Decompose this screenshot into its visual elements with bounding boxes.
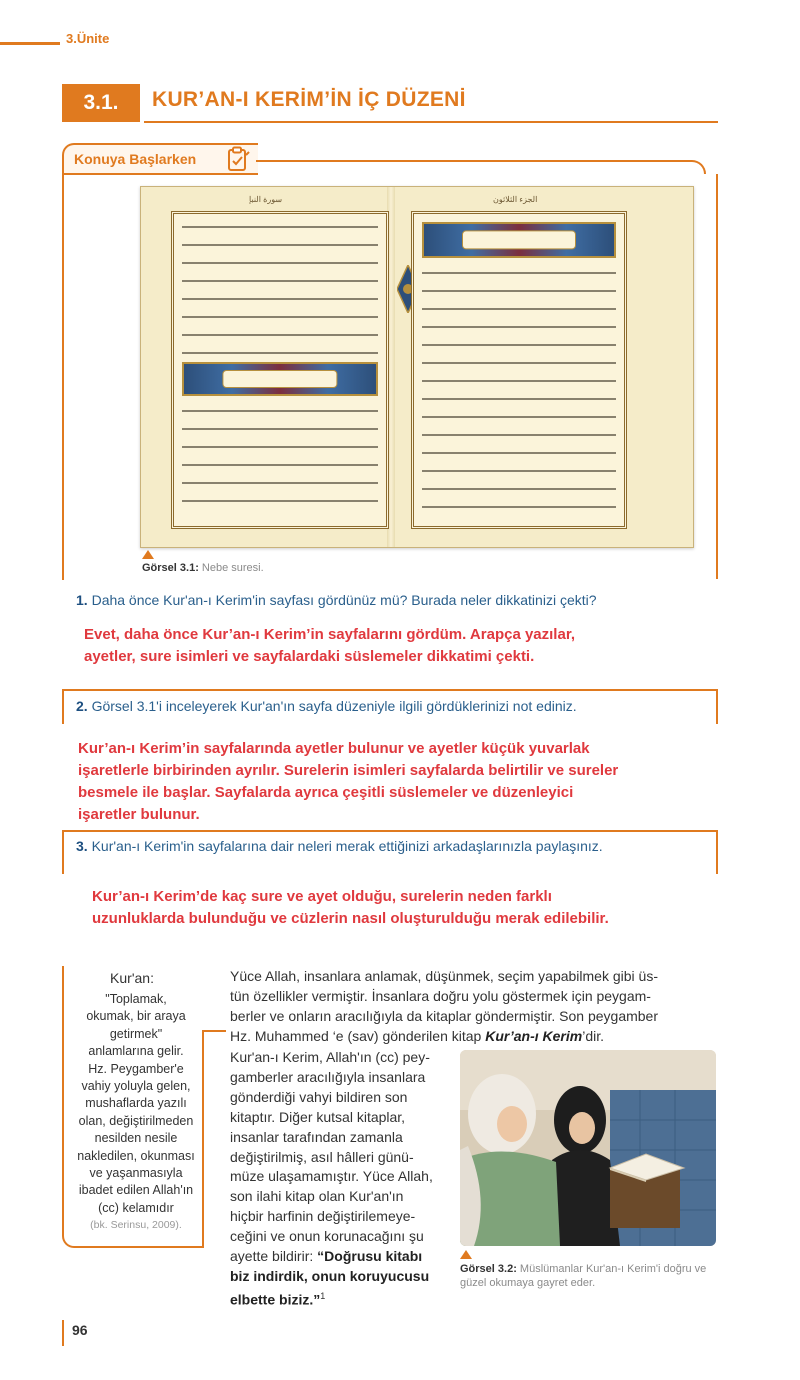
question-2-bar	[62, 690, 64, 724]
question-2-rule	[62, 689, 718, 691]
text-line	[182, 244, 378, 246]
text-line	[182, 464, 378, 466]
caption-marker-icon	[142, 550, 154, 559]
text-line	[182, 446, 378, 448]
right-page	[411, 211, 627, 529]
page-number-bar	[62, 1320, 64, 1346]
question-3-bar	[62, 830, 64, 874]
body-column-rule	[202, 1030, 204, 1248]
figure1-caption: Görsel 3.1: Nebe suresi.	[142, 562, 264, 574]
text-line	[182, 280, 378, 282]
text-line	[182, 226, 378, 228]
text-line	[422, 362, 616, 364]
sura-header-ornament	[182, 362, 378, 396]
left-running-head: سورة النبإ	[249, 195, 283, 204]
answer-1: Evet, daha önce Kur’an-ı Kerim’in sayfalarını gördüm. Arapça yazılar, ayetler, sure isimleri ve sayfalardaki süslemeler dikkatimi çekti.	[84, 626, 575, 665]
section-number: 3.1.	[62, 84, 140, 122]
text-line	[422, 470, 616, 472]
text-line	[182, 316, 378, 318]
text-line	[182, 298, 378, 300]
text-line	[422, 398, 616, 400]
section-rule	[144, 121, 718, 123]
text-line	[422, 506, 616, 508]
definition-term: Kur'an:	[110, 970, 154, 986]
question-3-rule	[62, 830, 718, 832]
text-line	[422, 434, 616, 436]
intro-frame-top	[256, 160, 706, 174]
caption-marker-icon	[460, 1250, 472, 1259]
text-line	[182, 410, 378, 412]
mushaf-image	[140, 186, 694, 548]
text-line	[182, 334, 378, 336]
text-line	[422, 488, 616, 490]
question-2: 2. Görsel 3.1'i inceleyerek Kur'an'ın sayfa düzeniyle ilgili gördüklerinizi not ediniz.	[76, 698, 577, 714]
right-running-head: الجزء الثلاثون	[493, 195, 538, 204]
question-1: 1. Daha önce Kur'an-ı Kerim'in sayfası gördünüz mü? Burada neler dikkatinizi çekti?	[76, 592, 597, 608]
unit-label: 3.Ünite	[66, 31, 110, 46]
text-line	[422, 452, 616, 454]
text-line	[182, 482, 378, 484]
answer-3: Kur’an-ı Kerim’de kaç sure ve ayet olduğu, surelerin neden farklı uzunluklarda bulunduğu ve cüzlerin nasıl oluşturulduğu merak edilebilir.	[92, 888, 609, 927]
text-line	[182, 262, 378, 264]
text-line	[422, 290, 616, 292]
girls-reading-quran-photo	[460, 1050, 716, 1246]
text-line	[422, 380, 616, 382]
text-line	[422, 344, 616, 346]
answer-2: Kur’an-ı Kerim’in sayfalarında ayetler bulunur ve ayetler küçük yuvarlak işaretlerle birbirinden ayrılır. Surelerin isimleri sayfalarda belirtilir ve sureler besmele ile başlar. Sayfalarda ayrıca çeşitli süslemeler ve düzenleyici işaretler bulunur.	[78, 740, 619, 823]
body-column-connector	[202, 1030, 226, 1032]
intro-label: Konuya Başlarken	[74, 151, 197, 167]
body-paragraph-2: Kur'an-ı Kerim, Allah'ın (cc) pey- gamberler aracılığıyla insanlara gönderdiği vahyi bildiren son kitaptır. Diğer kutsal kitaplar, insanlar tarafından zamanla değiştirilmiş, asıl hâlleri günü- müze ulaşamamıştır. Yüce Allah, son ilahi kitap olan Kur'an'ın hiçbir harfinin değiştirilemeye- ceğini ve onun korunacağını şu ayette bildirir: “Doğrusu kitabı biz indirdik, onun koruyucusu elbette biziz.”$^1$	[230, 1049, 433, 1308]
footnote-marker: 1	[320, 1290, 326, 1301]
sura-header-ornament	[422, 222, 616, 258]
question-3-bar-right	[716, 830, 718, 874]
definition-text: "Toplamak, okumak, bir araya getirmek" anlamlarına gelir. Hz. Peygamber'e vahiy yoluyla gelen, mushaflarda yazılı olan, değiştirilmeden nesilden nesile nakledilen, okunması ve yaşanmasıyla ibadet edilen Allah'ın (cc) kelamıdır (bk. Serinsu, 2009).	[70, 991, 202, 1235]
definition-reference: (bk. Serinsu, 2009).	[90, 1219, 182, 1232]
text-line	[182, 352, 378, 354]
page-number: 96	[72, 1322, 88, 1338]
intro-frame-right	[716, 174, 718, 579]
left-page	[171, 211, 389, 529]
figure2-caption: Görsel 3.2: Müslümanlar Kur'an-ı Kerim'i doğru ve güzel okumaya gayret eder.	[460, 1263, 707, 1289]
intro-frame-left	[62, 175, 64, 580]
section-title: KUR’AN-I KERİM’İN İÇ DÜZENİ	[152, 88, 466, 111]
text-line	[422, 416, 616, 418]
question-2-bar-right	[716, 690, 718, 724]
question-3: 3. Kur'an-ı Kerim'in sayfalarına dair neleri merak ettiğinizi arkadaşlarınızla paylaşınız.	[76, 838, 603, 854]
clipboard-check-icon	[226, 146, 250, 172]
unit-rule	[0, 42, 60, 45]
text-line	[182, 428, 378, 430]
text-line	[422, 272, 616, 274]
body-paragraph-1: Yüce Allah, insanlara anlamak, düşünmek, seçim yapabilmek gibi üs- tün özellikler vermiştir. İnsanlara doğru yolu göstermek için peygam- berler ve onların aracılığıyla da kitaplar göndermiştir. Son peygamber Hz. Muhammed ‘e (sav) gönderilen kitap Kur’an-ı Kerim’dir.	[230, 968, 658, 1044]
text-line	[422, 326, 616, 328]
text-line	[422, 308, 616, 310]
text-line	[182, 500, 378, 502]
